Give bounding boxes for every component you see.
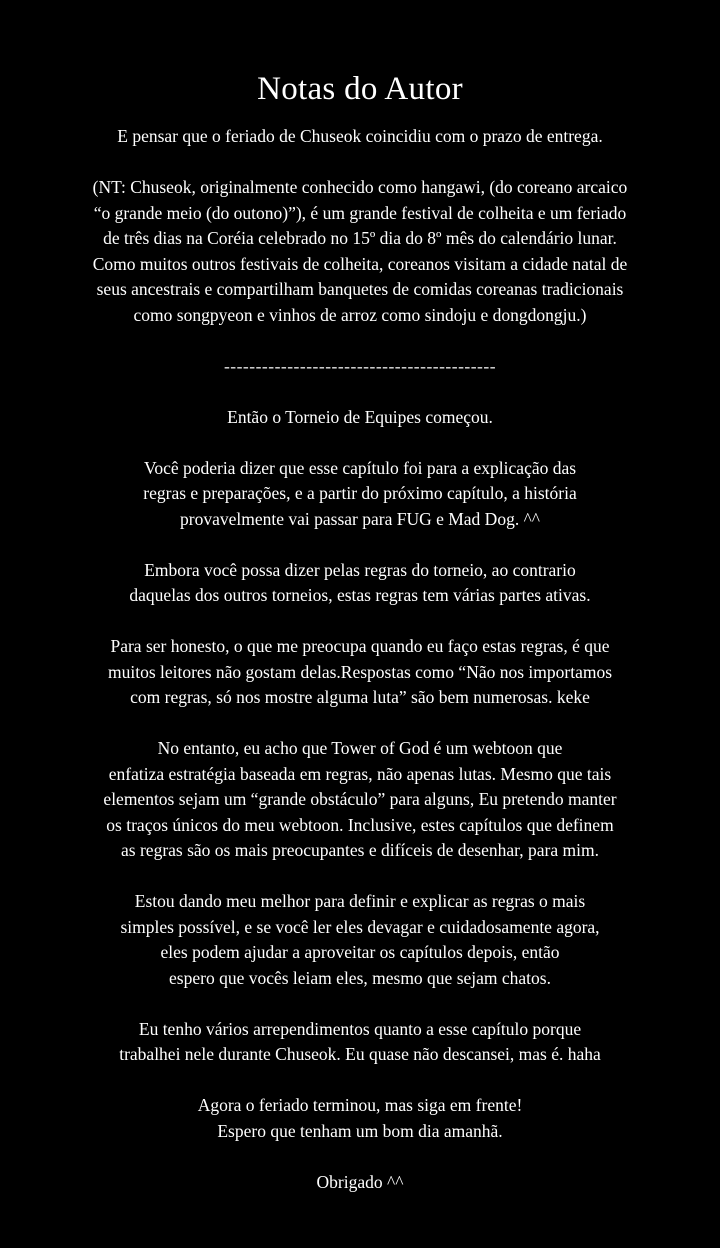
text-line: No entanto, eu acho que Tower of God é um webtoon que (157, 738, 563, 758)
text-line: Embora você possa dizer pelas regras do torneio, ao contrario (144, 559, 576, 580)
paragraph-regrets (0, 1017, 720, 1068)
text-line: muitos leitores não gostam delas.Respostas como “Não nos importamos (107, 661, 613, 682)
text-line: Eu tenho vários arrependimentos quanto a esse capítulo porque (138, 1018, 582, 1039)
text-line: trabalhei nele durante Chuseok. Eu quase não descansei, mas é. haha (119, 1044, 601, 1064)
paragraph-strategy (0, 736, 720, 864)
paragraph-chapter-explanation (0, 456, 720, 533)
text-line: Obrigado ^^ (316, 1171, 404, 1192)
paragraph-honesty (0, 634, 720, 711)
paragraph-rules-parts (0, 558, 720, 609)
text-line: enfatiza estratégia baseada em regras, não apenas lutas. Mesmo que tais (108, 763, 612, 784)
text-line: espero que vocês leiam eles, mesmo que sejam chatos. (169, 967, 551, 988)
text-line: (NT: Chuseok, originalmente conhecido como hangawi, (do coreano arcaico (92, 177, 628, 197)
text-line: regras e preparações, e a partir do próximo capítulo, a história (143, 483, 577, 503)
intro-section (0, 124, 720, 328)
paragraph-deadline (0, 124, 720, 150)
text-line: Espero que tenham um bom dia amanhã. (217, 1120, 503, 1141)
paragraph-translator-note (0, 175, 720, 328)
text-line: os traços únicos do meu webtoon. Inclusive, estes capítulos que definem (106, 814, 614, 835)
text-line: elementos sejam um “grande obstáculo” para alguns, Eu pretendo manter (103, 789, 617, 809)
text-line: Agora o feriado terminou, mas siga em frente! (197, 1095, 523, 1115)
text-line: Como muitos outros festivais de colheita, coreanos visitam a cidade natal de (92, 253, 628, 274)
text-line: com regras, só nos mostre alguma luta” são bem numerosas. keke (130, 687, 590, 707)
section-divider: ------------------------------------------- (223, 355, 497, 376)
paragraph-tournament-start (0, 405, 720, 431)
paragraph-thanks (0, 1170, 720, 1196)
text-line: as regras são os mais preocupantes e difíceis de desenhar, para mim. (121, 840, 599, 860)
text-line: como songpyeon e vinhos de arroz como sindoju e dongdongju.) (133, 304, 587, 325)
text-line: Você poderia dizer que esse capítulo foi para a explicação das (143, 457, 577, 478)
text-line: simples possível, e se você ler eles devagar e cuidadosamente agora, (120, 916, 600, 937)
text-line: provavelmente vai passar para FUG e Mad Dog. ^^ (180, 508, 540, 529)
text-line: daquelas dos outros torneios, estas regras tem várias partes ativas. (129, 585, 591, 605)
text-line: E pensar que o feriado de Chuseok coincidiu com o prazo de entrega. (117, 126, 603, 146)
text-line: Estou dando meu melhor para definir e explicar as regras o mais (134, 891, 586, 911)
text-line: de três dias na Coréia celebrado no 15º dia do 8º mês do calendário lunar. (103, 228, 617, 248)
paragraph-holiday-over (0, 1093, 720, 1144)
text-line: Então o Torneio de Equipes começou. (227, 406, 493, 427)
text-line: Para ser honesto, o que me preocupa quando eu faço estas regras, é que (110, 636, 610, 656)
paragraph-doing-best (0, 889, 720, 991)
main-notes-section (0, 405, 720, 1196)
page-title: Notas do Autor (257, 71, 463, 107)
text-line: seus ancestrais e compartilham banquetes de comidas coreanas tradicionais (96, 279, 624, 299)
text-line: “o grande meio (do outono)”), é um grande festival de colheita e um feriado (93, 202, 627, 223)
text-line: eles podem ajudar a aproveitar os capítulos depois, então (160, 942, 560, 962)
